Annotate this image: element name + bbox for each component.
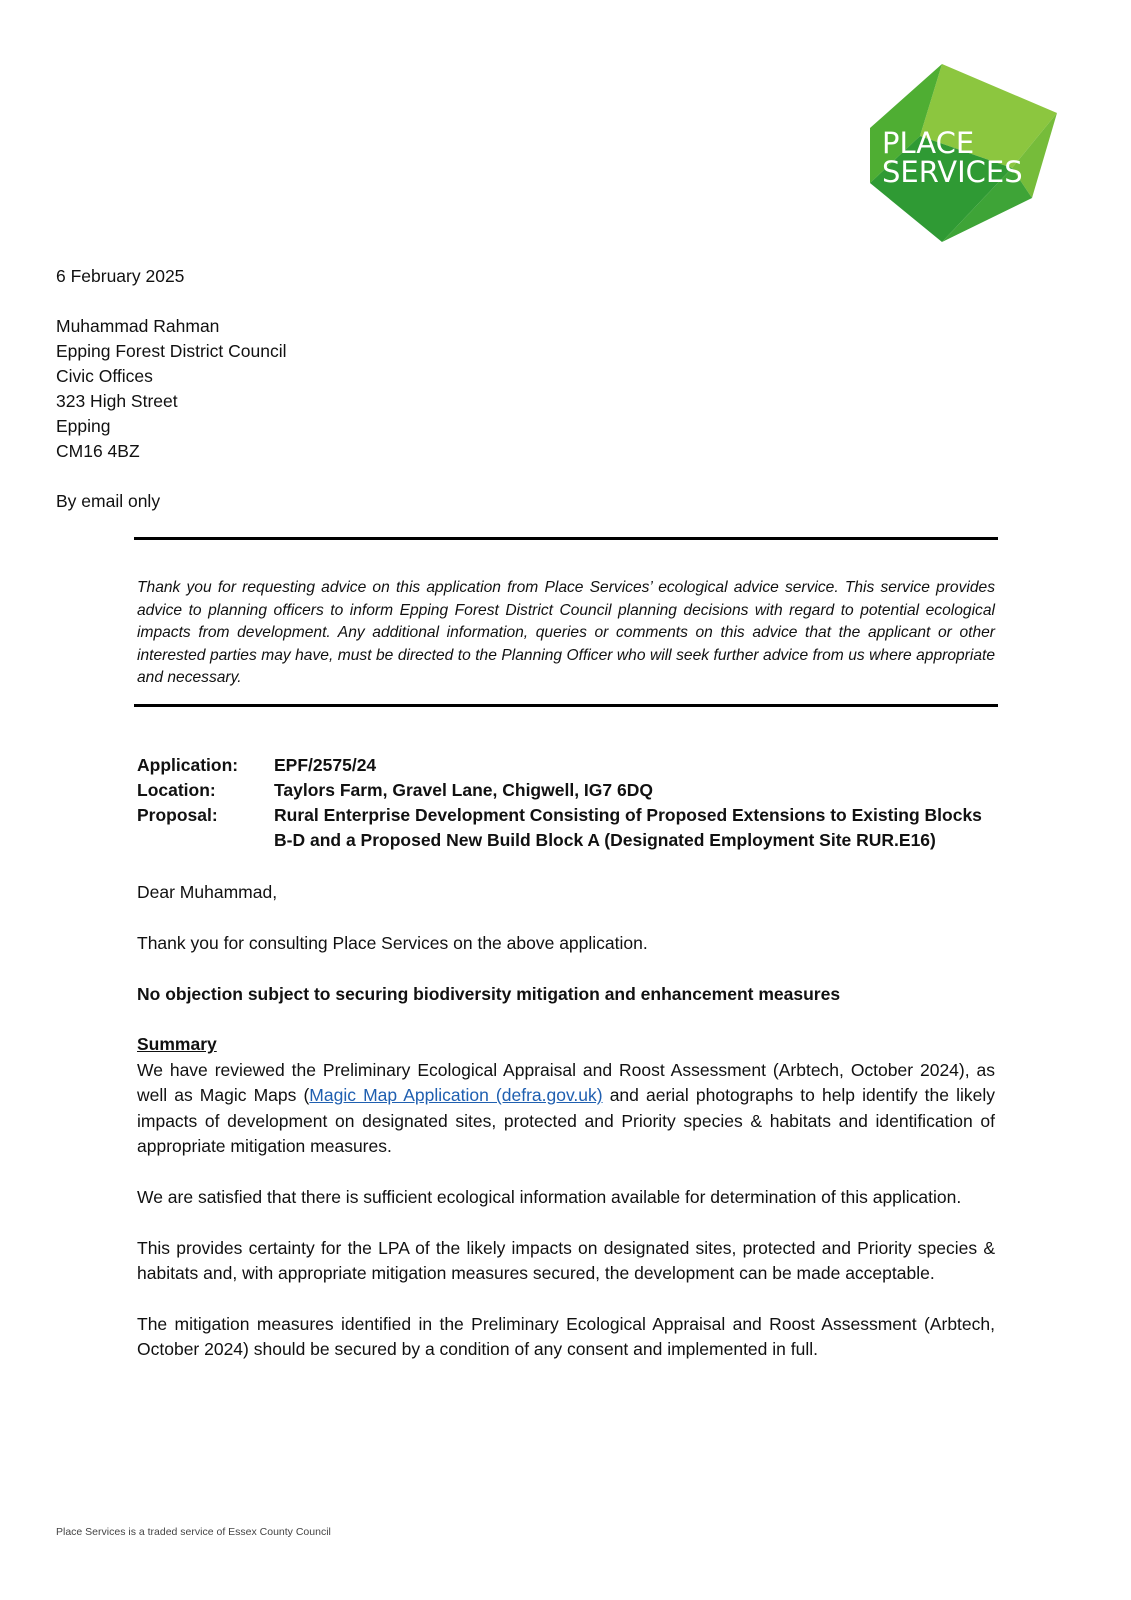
place-services-logo bbox=[862, 58, 1070, 250]
application-label: Application: bbox=[137, 755, 239, 775]
divider-bottom bbox=[134, 704, 998, 707]
divider-top bbox=[134, 537, 998, 540]
recipient-postcode: CM16 4BZ bbox=[56, 441, 140, 461]
thanks-paragraph: Thank you for consulting Place Services on the above application. bbox=[137, 932, 648, 953]
paragraph-certainty: This provides certainty for the LPA of the likely impacts on designated sites, protected and Priority species & habitats and, with appropriate mitigation measures secured, the development can be made acceptable. bbox=[137, 1237, 995, 1284]
footer-note: Place Services is a traded service of Essex County Council bbox=[56, 1526, 331, 1538]
location-label: Location: bbox=[137, 780, 216, 800]
recipient-building: Civic Offices bbox=[56, 366, 153, 386]
location-row bbox=[137, 778, 994, 803]
logo-text-line2: SERVICES bbox=[882, 155, 1023, 189]
paragraph-sufficient-info: We are satisfied that there is sufficient ecological information available for determination of this application. bbox=[137, 1186, 962, 1207]
application-details bbox=[137, 753, 994, 853]
application-value: EPF/2575/24 bbox=[274, 755, 377, 775]
intro-disclaimer: Thank you for requesting advice on this application from Place Services’ ecological advice service. This service provides advice to planning officers to inform Epping Forest District Council planning decisions with regard to potential ecological impacts from development. Any additional information, queries or comments on this advice that the applicant or other interested parties may have, must be directed to the Planning Officer who will seek further advice from us where appropriate and necessary. bbox=[137, 579, 995, 686]
proposal-row bbox=[137, 803, 994, 853]
summary-paragraph bbox=[137, 1058, 995, 1160]
logo-text-line1: PLACE bbox=[882, 126, 975, 160]
delivery-method: By email only bbox=[56, 491, 161, 511]
application-row bbox=[137, 753, 994, 778]
salutation: Dear Muhammad, bbox=[137, 882, 278, 902]
decision-statement: No objection subject to securing biodiversity mitigation and enhancement measures bbox=[137, 983, 841, 1004]
recipient-organisation: Epping Forest District Council bbox=[56, 341, 287, 361]
letter-date: 6 February 2025 bbox=[56, 266, 185, 286]
recipient-town: Epping bbox=[56, 416, 111, 436]
summary-heading: Summary bbox=[137, 1034, 217, 1055]
letter-body bbox=[137, 880, 995, 1388]
proposal-label: Proposal: bbox=[137, 805, 218, 825]
recipient-street: 323 High Street bbox=[56, 391, 178, 411]
summary-text-end: and aerial photographs to help identify the likely impacts of development on designated sites, protected and Priority species & habitats and identification of appropriate mitigation measures. bbox=[137, 1085, 995, 1157]
paragraph-mitigation: The mitigation measures identified in the Preliminary Ecological Appraisal and Roost Assessment (Arbtech, October 2024) should be secured by a condition of any consent and implemented in full. bbox=[137, 1313, 995, 1360]
magic-map-link[interactable]: Magic Map Application (defra.gov.uk) bbox=[309, 1085, 603, 1106]
summary-text-start: We have reviewed the Preliminary Ecological Appraisal and Roost Assessment (Arbtech, October 2024), as well as Magic Maps ( bbox=[137, 1059, 995, 1106]
location-value: Taylors Farm, Gravel Lane, Chigwell, IG7 6DQ bbox=[274, 780, 653, 800]
proposal-value: Rural Enterprise Development Consisting of Proposed Extensions to Existing Blocks B-D and a Proposed New Build Block A (Designated Employment Site RUR.E16) bbox=[274, 805, 982, 850]
letter-header bbox=[56, 264, 287, 514]
recipient-name: Muhammad Rahman bbox=[56, 316, 220, 336]
